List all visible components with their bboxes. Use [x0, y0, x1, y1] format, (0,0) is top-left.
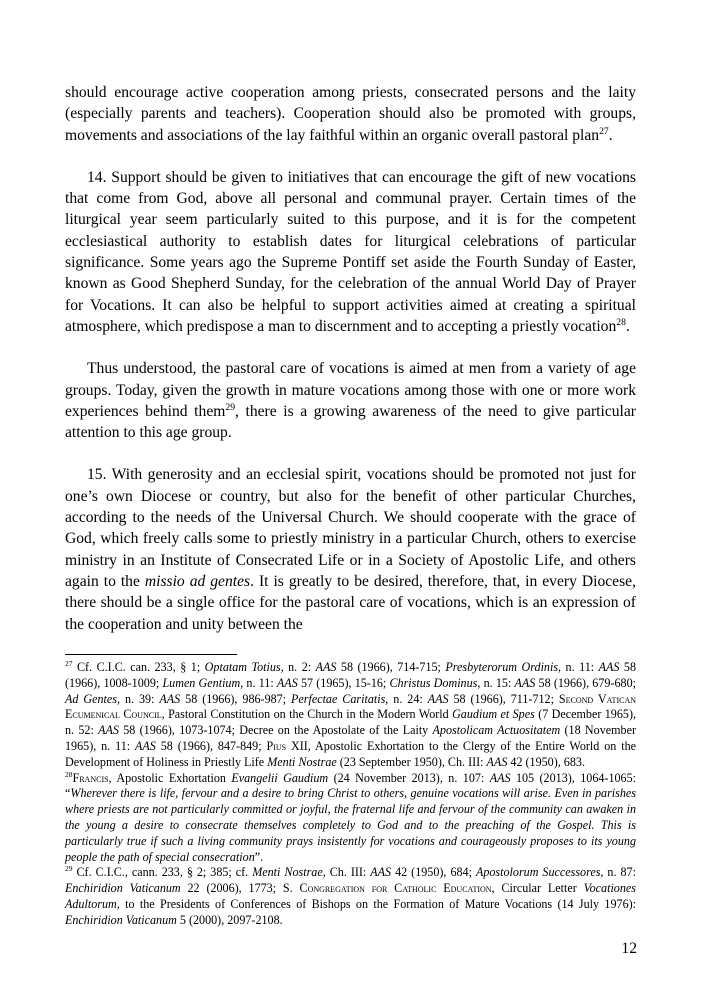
footnote-text: 58 (1966), 711-712;	[448, 691, 559, 706]
footnote-italic-text: Christus Dominus,	[389, 675, 481, 690]
footnote-text: (24 November 2013), n. 107:	[328, 770, 490, 785]
footnote-italic-text: Apostolicam Actuositatem	[432, 723, 561, 738]
footnote-ref-29[interactable]: 29	[225, 401, 236, 413]
footnote-italic-text: Enchiridion Vaticanum	[65, 881, 181, 896]
footnote-italic-text: AAS	[427, 691, 449, 706]
footnote-italic-text: AAS	[276, 675, 298, 690]
footnote-text: 5 (2000), 2097-2108.	[176, 912, 283, 927]
footnote-text: , Pastoral Constitution on the Church in the Modern World	[161, 707, 453, 722]
footnote-italic-text: AAS	[489, 770, 511, 785]
page-number: 12	[621, 940, 637, 957]
footnote-italic-text: Vocationes Adultorum	[65, 881, 636, 911]
footnote-text: 58 (1966), 1008-1009;	[65, 660, 636, 690]
footnote-text: 58 (1966), 714-715;	[336, 660, 446, 674]
footnote-text: n. 24:	[388, 691, 428, 706]
paragraph-text: 15. With generosity and an ecclesial spirit, vocations should be promoted not just for one’s own Diocese or country, but also for the benefit of other particular Churches, according to the needs of the Universal Church. We should cooperate with the grace of God, which freely calls some to priestly ministry in a particular Church, others to exercise ministry in an Institute of Consecrated Life or in a Society of Apostolic Life, and others again to the	[65, 466, 636, 590]
footnote-italic-text: Ad Gentes,	[65, 691, 120, 706]
footnote-text: 22 (2006), 1773; S.	[180, 881, 300, 896]
main-text	[65, 82, 636, 635]
footnote-text: 57 (1965), 15-16;	[297, 675, 390, 690]
footnote-number: 28	[65, 769, 73, 779]
footnote-italic-text: AAS	[486, 754, 508, 769]
footnote-text: , n. 87:	[600, 865, 636, 880]
footnote-italic-text: Gaudium et Spes	[452, 707, 535, 722]
footnote-ref-27[interactable]: 27	[599, 125, 609, 137]
footnote-italic-text: Evangelii Gaudium	[231, 770, 329, 785]
footnote-italic-text: Apostolorum Successores	[475, 865, 601, 880]
footnote-italic-text: AAS	[370, 865, 392, 880]
footnote-27	[65, 660, 636, 771]
footnotes	[65, 660, 636, 929]
footnote-text: , Apostolic Exhortation	[108, 770, 232, 785]
footnote-text: 58 (1966), 679-680;	[535, 675, 636, 690]
footnote-separator	[65, 654, 237, 655]
footnote-number: 29	[65, 864, 73, 874]
footnote-text: Cf. C.I.C. can. 233, § 1;	[72, 660, 205, 674]
footnote-text: Second Vatican Ecumenical Council	[65, 691, 636, 722]
paragraph-thus-understood	[65, 358, 636, 443]
footnote-text: 42 (1950), 684;	[391, 865, 476, 880]
footnote-text: XII, Apostolic Exhortation to the Clergy of the Entire World on the Development of Holiness in Priestly Life	[65, 738, 636, 769]
footnote-text: 42 (1950), 683.	[507, 754, 585, 769]
footnote-text: 58 (1966), 986-987;	[180, 691, 292, 706]
footnote-text: n. 39:	[120, 691, 160, 706]
paragraph-text-end: .	[625, 317, 630, 335]
footnote-italic-text: AAS	[514, 675, 536, 690]
footnote-italic-text: AAS	[135, 738, 156, 753]
footnote-text: , Ch. III:	[322, 865, 371, 880]
paragraph-text-end: .	[608, 126, 613, 144]
footnote-italic-text: Menti Nostrae	[252, 865, 323, 880]
footnote-italic-text: Enchiridion Vaticanum	[65, 912, 177, 927]
paragraph-text: should encourage active cooperation among priests, consecrated persons and the laity (especially parents and teachers). Cooperation should also be promoted with groups, movements and associations of the lay faithful within an organic overall pastoral plan	[65, 84, 636, 144]
footnote-text: Francis	[72, 770, 109, 785]
paragraph-text: 14. Support should be given to initiatives that can encourage the gift of new vocations that come from God, above all personal and communal prayer. Certain times of the liturgical year seem particularly suited to this purpose, and it is for the competent ecclesiastical authority to establish dates for liturgical celebrations of particular significance. Some years ago the Supreme Pontiff set aside the Fourth Sunday of Easter, known as Good Shepherd Sunday, for the celebration of the annual World Day of Prayer for Vocations. It can also be helpful to support activities aimed at creating a spiritual atmosphere, which predispose a man to discernment and to accepting a priestly vocation	[65, 168, 636, 335]
footnote-italic-text: Optatam Totius,	[204, 660, 284, 674]
footnote-text: ”.	[254, 849, 264, 864]
footnote-italic-text: AAS	[315, 660, 337, 674]
footnote-number: 27	[65, 658, 73, 668]
footnote-italic-text: AAS	[98, 723, 119, 738]
footnote-text: n. 11:	[243, 675, 277, 690]
paragraph-text-end: , there is a growing awareness of the need to give particular attention to this age group.	[65, 402, 636, 442]
footnote-text: n. 2:	[283, 660, 316, 674]
paragraph-15	[65, 464, 636, 634]
footnote-text: (23 September 1950), Ch. III:	[336, 754, 487, 769]
footnote-text: 58 (1966), 1073-1074; Decree on the Apostolate of the Laity	[118, 723, 433, 738]
footnote-text: Cf. C.I.C., cann. 233, § 2; 385; cf.	[72, 865, 253, 880]
footnote-29	[65, 865, 636, 928]
footnote-text: Pius	[266, 738, 287, 753]
paragraph-text-end: . It is greatly to be desired, therefore, that, in every Diocese, there should be a single office for the pastoral care of vocations, which is an expression of the cooperation and unity between the	[65, 572, 636, 633]
paragraph-continuation	[65, 82, 636, 146]
footnote-italic-text: Presbyterorum Ordinis,	[445, 660, 562, 674]
footnote-text: , to the Presidents of Conferences of Bishops on the Formation of Mature Vocations (14 July 1976):	[116, 896, 636, 911]
footnote-text: n. 15:	[480, 675, 515, 690]
footnote-text: 105 (2013), 1064-1065: “	[65, 770, 636, 801]
footnote-ref-28[interactable]: 28	[616, 316, 626, 328]
footnote-italic-text: Perfectae Caritatis,	[291, 691, 389, 706]
footnote-italic-text: Wherever there is life, fervour and a desire to bring Christ to others, genuine vocations will arise. Even in parishes where priests are not particularly committed or joyful, the fraternal life and fervour of the community can awaken in the young a desire to consecrate themselves completely to God and to the preaching of the Gospel. This is particularly true if such a living community prays insistently for vocations and courageously proposes to its young people the path of special consecration	[65, 786, 636, 864]
paragraph-text: Thus understood, the pastoral care of vocations is aimed at men from a variety of age groups. Today, given the growth in mature vocations among those with one or more work experiences behind them	[65, 360, 636, 420]
footnote-italic-text: Lumen Gentium,	[162, 675, 244, 690]
footnote-text: Congregation for Catholic Education	[299, 881, 492, 896]
paragraph-14	[65, 167, 636, 337]
italic-term: missio ad gentes	[144, 572, 251, 590]
footnote-text: (7 December 1965), n. 52:	[65, 707, 636, 738]
footnote-italic-text: AAS	[159, 691, 181, 706]
footnote-italic-text: AAS	[598, 660, 620, 674]
footnote-text: 58 (1966), 847-849;	[155, 738, 267, 753]
footnote-italic-text: Menti Nostrae	[267, 754, 337, 769]
footnote-text: n. 11:	[561, 660, 599, 674]
footnote-text: (18 November 1965), n. 11:	[65, 723, 636, 753]
footnote-text: , Circular Letter	[491, 881, 584, 896]
footnote-28	[65, 771, 636, 866]
